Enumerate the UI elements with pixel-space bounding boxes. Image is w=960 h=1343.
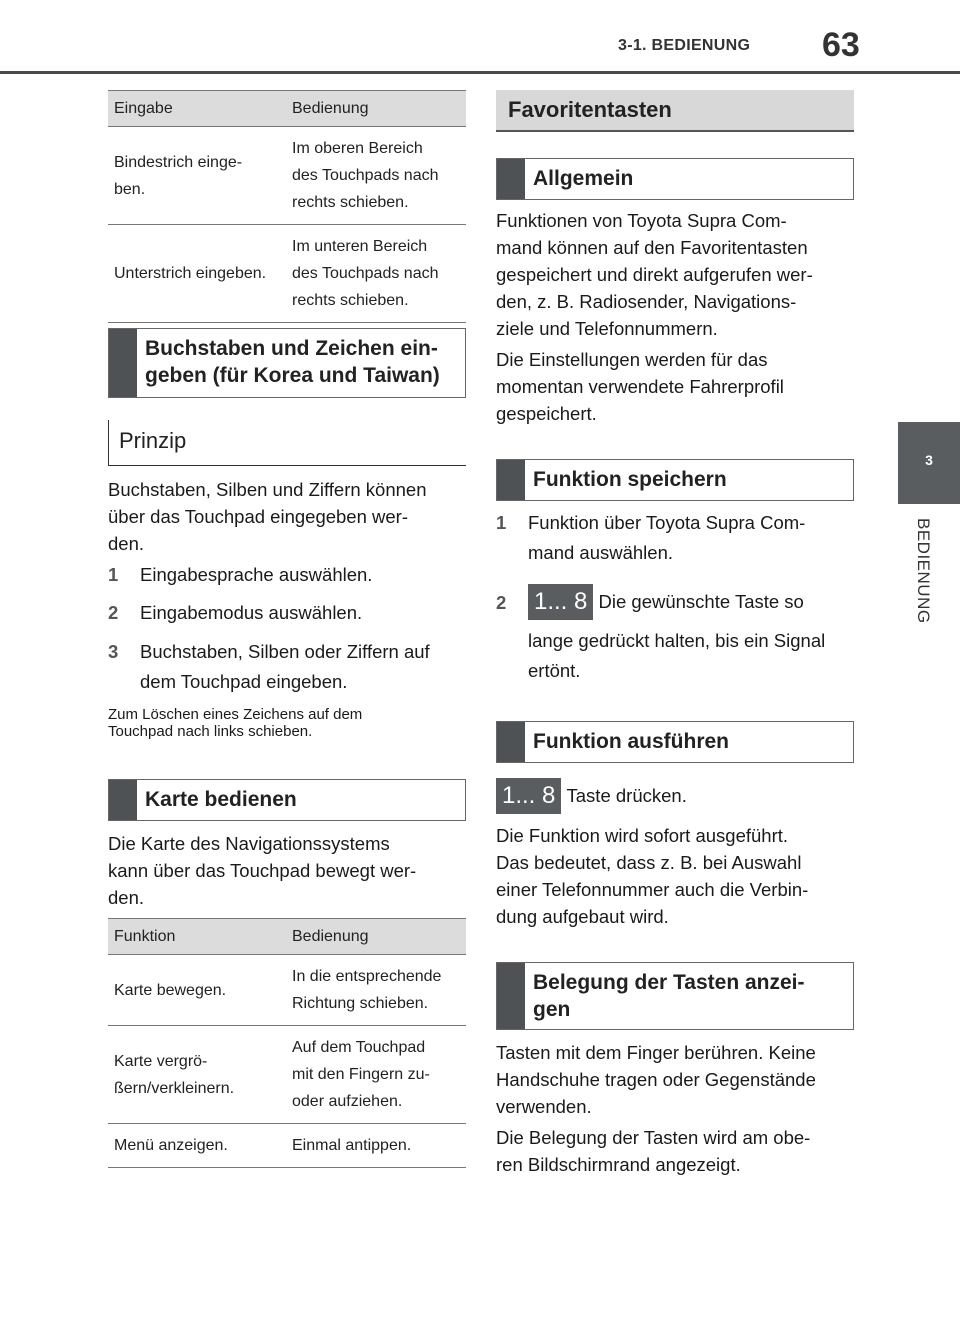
paragraph: Die Einstellungen werden für das momentan verwendete Fahrerprofil gespeichert.: [496, 349, 784, 424]
table-cell: Einmal antippen.: [286, 1124, 466, 1168]
table-cell: Karte vergrö- ßern/verkleinern.: [108, 1026, 286, 1124]
table-header-row: [108, 91, 466, 127]
input-table: [108, 90, 466, 323]
section-heading-execute: [496, 721, 854, 763]
paragraph: Buchstaben, Silben und Ziffern können über das Touchpad eingegeben wer- den.: [108, 479, 427, 554]
table-header-cell: Bedienung: [286, 919, 466, 955]
step-number: 1: [108, 564, 119, 585]
paragraph: Die Belegung der Tasten wird am obe- ren Bildschirmrand angezeigt.: [496, 1127, 811, 1175]
step-text: Buchstaben, Silben oder Ziffern auf dem Touchpad eingeben.: [140, 641, 430, 692]
heading-bar: [497, 159, 525, 199]
step-item: [108, 560, 466, 590]
step-number: 1: [496, 512, 507, 533]
page-number: 63: [822, 26, 860, 64]
step-text: Funktion über Toyota Supra Com- mand auswählen.: [528, 512, 806, 563]
step-text: lange gedrückt halten, bis ein Signal ertönt.: [528, 630, 826, 681]
table-header-cell: Bedienung: [286, 91, 466, 127]
section-title: Favoritentasten: [508, 97, 672, 122]
favorite-key-icon: 1... 8: [496, 778, 561, 814]
step-number: 2: [108, 602, 119, 623]
heading-bar: [497, 722, 525, 762]
step-number: 2: [496, 592, 507, 613]
section-heading-save: [496, 459, 854, 501]
table-header-cell: Eingabe: [108, 91, 286, 127]
header-section-title: 3-1. BEDIENUNG: [618, 37, 751, 54]
step-text: Die gewünschte Taste so: [598, 591, 804, 612]
table-cell: Unterstrich eingeben.: [108, 225, 286, 323]
table-cell: Bindestrich einge- ben.: [108, 127, 286, 225]
heading-bar: [109, 780, 137, 820]
table-cell: Im oberen Bereich des Touchpads nach rechts schieben.: [286, 127, 466, 225]
table-row: [108, 1026, 466, 1124]
execute-line: [496, 778, 854, 814]
table-header-row: [108, 919, 466, 955]
section-title: Funktion ausführen: [533, 730, 729, 753]
table-cell: In die entsprechende Richtung schieben.: [286, 955, 466, 1026]
section-heading-favorites: [496, 90, 854, 132]
step-item: [496, 584, 854, 620]
note-text: Zum Löschen eines Zeichens auf dem Touchpad nach links schieben.: [108, 706, 363, 740]
table-header-cell: Funktion: [108, 919, 286, 955]
section-heading-show: [496, 962, 854, 1030]
table-row: [108, 1124, 466, 1168]
heading-bar: [497, 460, 525, 500]
heading-bar: [497, 963, 525, 1029]
chapter-tab: 3: [898, 422, 960, 504]
section-heading-korea: [108, 328, 466, 398]
paragraph: Die Funktion wird sofort ausgeführt. Das bedeutet, dass z. B. bei Auswahl einer Telefonnummer auch die Verbin- dung aufgebaut wird.: [496, 825, 809, 927]
step-text-wrapper: [496, 584, 854, 620]
section-title: Karte bedienen: [145, 788, 297, 811]
paragraph: Tasten mit dem Finger berühren. Keine Handschuhe tragen oder Gegenstände verwenden.: [496, 1042, 816, 1117]
paragraph: Funktionen von Toyota Supra Com- mand können auf den Favoritentasten gespeichert und direkt aufgerufen wer- den, z. B. Radiosender, Navigations- ziele und Telefonnummern.: [496, 210, 813, 339]
table-row: [108, 127, 466, 225]
section-title: Funktion speichern: [533, 468, 727, 491]
section-heading-map: [108, 779, 466, 821]
step-text: Eingabemodus auswählen.: [140, 602, 363, 623]
heading-bar: [109, 329, 137, 397]
table-cell: Menü anzeigen.: [108, 1124, 286, 1168]
table-cell: Im unteren Bereich des Touchpads nach rechts schieben.: [286, 225, 466, 323]
table-row: [108, 225, 466, 323]
step-item: [108, 598, 466, 628]
section-title: Buchstaben und Zeichen ein- geben (für Korea und Taiwan): [145, 337, 440, 387]
table-row: [108, 955, 466, 1026]
step-text: Eingabesprache auswählen.: [140, 564, 373, 585]
execute-text: Taste drücken.: [566, 785, 687, 806]
section-heading-general: [496, 158, 854, 200]
chapter-label: BEDIENUNG: [914, 518, 933, 624]
step-item: [496, 508, 854, 568]
step-item: [108, 637, 466, 697]
subheading-text: Prinzip: [119, 428, 187, 453]
favorite-key-icon: 1... 8: [528, 584, 593, 620]
map-table: [108, 918, 466, 1168]
table-cell: Auf dem Touchpad mit den Fingern zu- oder aufziehen.: [286, 1026, 466, 1124]
section-title: Allgemein: [533, 167, 634, 190]
paragraph: Die Karte des Navigationssystems kann über das Touchpad bewegt wer- den.: [108, 833, 417, 908]
subheading-prinzip: [108, 420, 466, 466]
header-divider: [0, 71, 960, 74]
table-cell: Karte bewegen.: [108, 955, 286, 1026]
step-item-continued: [496, 626, 854, 686]
section-title: Belegung der Tasten anzei- gen: [533, 971, 805, 1021]
step-number: 3: [108, 641, 119, 662]
